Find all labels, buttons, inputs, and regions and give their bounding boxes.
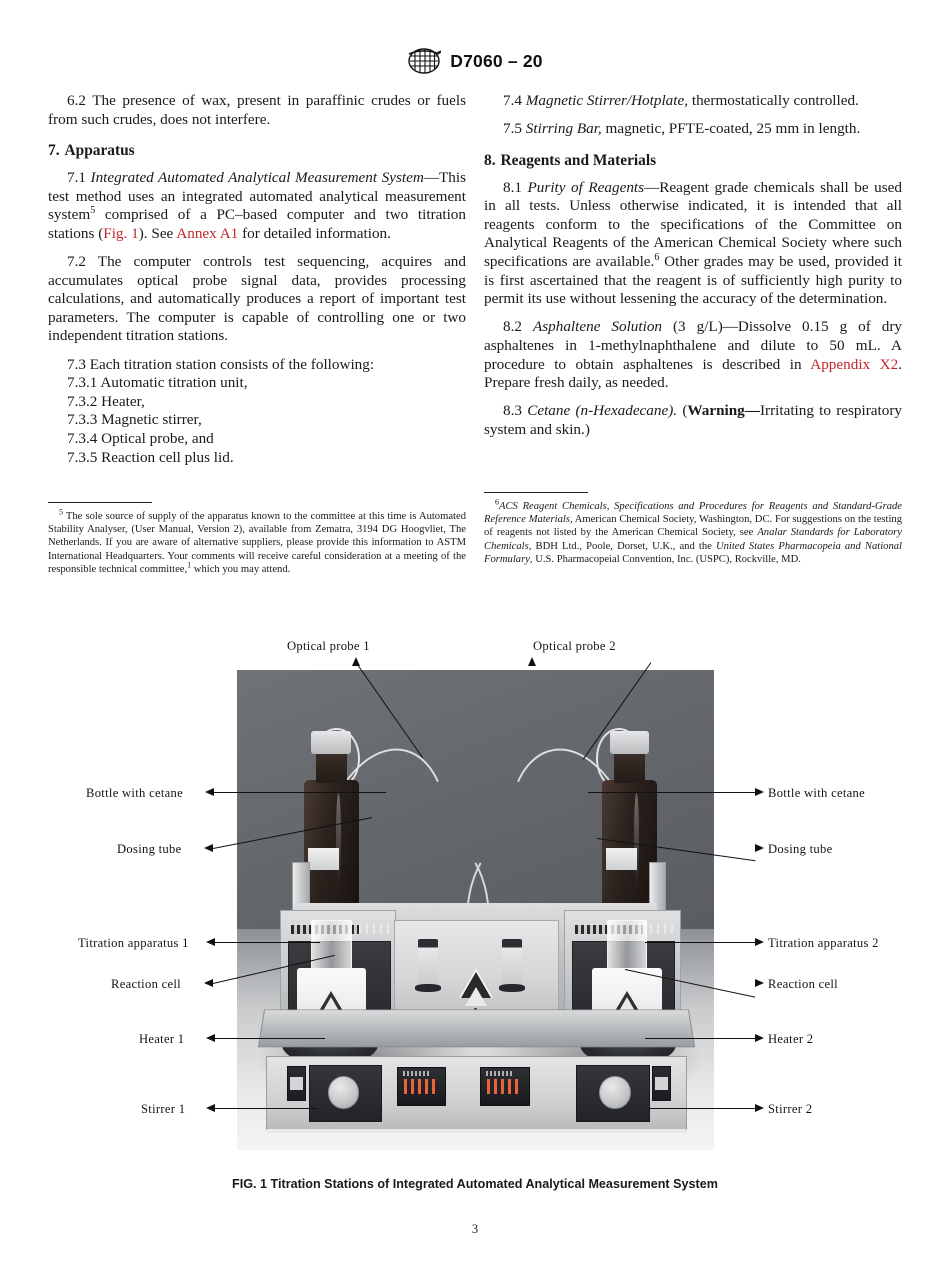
arrow-titration-apparatus-1	[206, 938, 215, 946]
bottle-label	[606, 848, 637, 870]
cross-reference-annex-a1[interactable]: Annex A1	[176, 224, 239, 242]
arrow-stirrer-2	[755, 1104, 764, 1112]
leader-line-bottle-2	[588, 792, 758, 793]
section-8-title: Reagents and Materials	[500, 151, 657, 169]
page-header	[0, 48, 950, 78]
stirrer-knob-right[interactable]	[599, 1076, 631, 1109]
paragraph-7-4	[484, 92, 902, 111]
figure-label-bottle-with-cetane-1: Bottle with cetane	[86, 786, 184, 800]
para-8-3-italic-lead: Cetane (n-Hexadecane).	[527, 402, 678, 420]
para-7-4-italic-lead: Magnetic Stirrer/Hotplate,	[525, 92, 689, 109]
footnote-block-left	[48, 502, 466, 576]
footnote-6	[484, 497, 902, 566]
figure-label-stirrer-1: Stirrer 1	[141, 1102, 186, 1116]
right-text-column	[484, 92, 902, 449]
warning-label: Warning—	[687, 402, 760, 420]
para-7-1-number: 7.1	[67, 169, 91, 187]
footnote-rule	[484, 492, 588, 493]
arrow-heater-1	[206, 1034, 215, 1042]
section-8-number: 8.	[484, 151, 496, 169]
paragraph-7-1	[48, 169, 466, 243]
para-8-2-number: 8.2	[503, 318, 533, 336]
arrow-heater-2	[755, 1034, 764, 1042]
para-7-1-text-d: for detailed information.	[238, 224, 391, 242]
arrow-dosing-tube-1	[204, 844, 213, 852]
figure-label-dosing-tube-1: Dosing tube	[117, 842, 182, 856]
leader-line-heater-1	[215, 1038, 325, 1039]
para-7-4-number: 7.4	[503, 92, 526, 109]
bottle-highlight	[634, 793, 639, 886]
apparatus-photograph	[237, 670, 714, 1150]
leader-line-heater-2	[645, 1038, 757, 1039]
display-brand-text	[486, 1071, 513, 1077]
arrow-titration-apparatus-2	[755, 938, 764, 946]
footnote-5-marker-2: 1	[187, 560, 192, 570]
footnote-5-marker: 5	[59, 507, 63, 517]
footnote-6-text-3: , U.S. Pharmacopeial Convention, Inc. (USPC), Rockville, MD.	[529, 553, 801, 565]
para-8-3-text-a: (	[677, 402, 688, 420]
footnote-5-text: The sole source of supply of the apparatus known to the committee at this time is Automated Stability Analyser, (User Manual, Version 2), available from Zematra, 3194 DG Hoogvliet, The Netherlands. If you are aware of alternative suppliers, please provide this information to ASTM International Headquarters. Your comments will receive careful consideration at a meeting of the responsible technical committee,	[48, 511, 466, 575]
footnote-6-marker: 6	[495, 497, 499, 507]
footnote-6-italic-3: United States Pharmacopeia and National Formulary	[484, 540, 902, 565]
para-7-5-text: magnetic, PFTE-coated, 25 mm in length.	[601, 120, 861, 138]
arrow-optical-probe-2	[528, 657, 536, 666]
footnote-marker-5: 5	[90, 205, 96, 217]
figure-caption: FIG. 1 Titration Stations of Integrated Automated Analytical Measurement System	[232, 1177, 718, 1191]
arrow-stirrer-1	[206, 1104, 215, 1112]
para-8-1-text-b: Other grades may be used, provided it is first ascertained that the reagent is of sufficiently high purity to permit its use without lessening the accuracy of the determination.	[484, 253, 902, 308]
sample-vial	[418, 939, 438, 987]
cross-reference-appendix-x2[interactable]: Appendix X2	[810, 355, 899, 373]
footnote-5-text-end: which you may attend.	[191, 563, 291, 575]
section-7-number: 7.	[48, 142, 60, 160]
bottle-cap	[311, 731, 350, 754]
document-designation: D7060 – 20	[450, 50, 543, 71]
bottle-neck	[316, 752, 347, 783]
figure-label-optical-probe-1: Optical probe 1	[287, 639, 370, 653]
arrow-reaction-cell-1	[204, 979, 213, 987]
arrow-bottle-1	[205, 788, 214, 796]
footnote-rule	[48, 502, 152, 503]
para-7-4-text: thermostatically controlled.	[688, 92, 859, 109]
para-8-3-number: 8.3	[503, 402, 528, 420]
para-8-3-text-b: Irritating to respiratory system and skin.)	[484, 402, 903, 438]
page-number: 3	[471, 1222, 479, 1236]
temperature-display-left	[397, 1067, 447, 1105]
astm-logo-icon	[407, 48, 441, 74]
arrow-dosing-tube-2	[755, 844, 764, 852]
stirrer-knob-left[interactable]	[328, 1076, 360, 1109]
temperature-display-right	[480, 1067, 530, 1105]
leader-line-stirrer-1	[215, 1108, 318, 1109]
para-8-2-text-a: (3 g/L)—Dissolve 0.15 g of dry asphaltenes in 1-methylnaphthalene and dilute to 50 mL. A procedure to obtain asphaltenes is described in	[484, 318, 902, 373]
display-digits	[404, 1079, 437, 1094]
para-8-2-italic-lead: Asphaltene Solution	[532, 318, 663, 336]
status-dot-row	[359, 924, 391, 934]
warning-triangle-core	[465, 987, 487, 1006]
bottle-cap	[610, 731, 649, 754]
list-item: 7.3.3 Magnetic stirrer,	[67, 411, 202, 429]
figure-label-optical-probe-2: Optical probe 2	[533, 639, 616, 653]
bottle-highlight	[336, 793, 341, 886]
bottle-label	[308, 848, 339, 870]
para-8-1-italic-lead: Purity of Reagents	[527, 178, 645, 196]
leader-line-bottle-1	[214, 792, 386, 793]
figure-label-stirrer-2: Stirrer 2	[768, 1102, 813, 1116]
list-item: 7.3.1 Automatic titration unit,	[67, 374, 248, 392]
arrow-reaction-cell-2	[755, 979, 764, 987]
arrow-optical-probe-1	[352, 657, 360, 666]
para-8-1-text-a: —Reagent grade chemicals shall be used in all tests. Unless otherwise indicated, it is intended that all reagents conform to the specifications of the Committee on Analytical Reagents of the American Chemical Society where such specifications are available.	[484, 178, 903, 271]
section-heading-8	[484, 152, 902, 170]
figure-label-heater-2: Heater 2	[768, 1032, 814, 1046]
footnote-6-italic-1: ACS Reagent Chemicals, Specifications and Procedures for Reagents and Standard-Grade Reference Materials	[484, 501, 902, 526]
instrument-base-plate	[258, 1010, 696, 1048]
list-item: 7.3.2 Heater,	[67, 392, 145, 410]
bottle-neck	[614, 752, 645, 783]
vial-foot	[415, 984, 441, 992]
cross-reference-fig-1[interactable]: Fig. 1	[103, 224, 139, 242]
paragraph-6-2: 6.2 The presence of wax, present in paraffinic crudes or fuels from such crudes, does not interfere.	[48, 92, 466, 128]
section-7-title: Apparatus	[64, 142, 135, 160]
footnote-6-text-1: , American Chemical Society, Washington, DC. For suggestions on the testing of reagents not listed by the American Chemical Society, see	[484, 514, 902, 539]
figure-label-heater-1: Heater 1	[139, 1032, 185, 1046]
para-7-5-number: 7.5	[503, 120, 526, 138]
paragraph-8-1	[484, 179, 902, 309]
sample-vial	[502, 939, 522, 987]
footnote-marker-6: 6	[654, 252, 660, 263]
para-7-1-text-a: —This test method uses an integrated automated analytical measurement system	[48, 169, 467, 224]
left-text-column	[48, 92, 466, 467]
display-brand-text	[403, 1071, 430, 1077]
para-7-5-italic-lead: Stirring Bar,	[525, 120, 602, 138]
paragraph-7-2: 7.2 The computer controls test sequencing, acquires and accumulates optical probe signal data, provides processing calculations, and automatically produces a report of important test parameters. The computer is capable of controlling one or two independent titration stations.	[48, 253, 466, 345]
para-8-1-number: 8.1	[503, 178, 528, 196]
paragraph-8-2	[484, 318, 902, 392]
figure-label-reaction-cell-2: Reaction cell	[768, 977, 838, 991]
para-8-2-text-b: . Prepare fresh daily, as needed.	[484, 355, 902, 392]
footnote-block-right	[484, 492, 902, 566]
leader-line-titration-apparatus-2	[645, 942, 757, 943]
para-7-1-text-b: comprised of a PC–based computer and two titration stations (	[48, 206, 466, 242]
figure-label-bottle-with-cetane-2: Bottle with cetane	[768, 786, 866, 800]
footnote-5	[48, 507, 466, 576]
paragraph-7-3: 7.3 Each titration station consists of the following:	[67, 355, 375, 373]
section-heading-7	[48, 142, 466, 160]
arrow-bottle-2	[755, 788, 764, 796]
footnote-6-italic-2: Analar Standards for Laboratory Chemicals	[484, 527, 902, 552]
vial-foot	[499, 984, 525, 992]
display-digits	[487, 1079, 520, 1094]
power-switch-left[interactable]	[287, 1066, 306, 1101]
leader-line-titration-apparatus-1	[215, 942, 320, 943]
para-7-1-italic-lead: Integrated Automated Analytical Measurement System	[90, 169, 424, 187]
footnote-6-text-2: , BDH Ltd., Poole, Dorset, U.K., and the	[528, 540, 716, 552]
figure-label-titration-apparatus-1: Titration apparatus 1	[78, 936, 189, 950]
list-item: 7.3.4 Optical probe, and	[67, 429, 214, 447]
figure-label-reaction-cell-1: Reaction cell	[111, 977, 181, 991]
subsection-list-7-3	[48, 374, 466, 467]
paragraph-8-3	[484, 402, 902, 439]
paragraph-7-5	[484, 120, 902, 139]
figure-1	[0, 624, 950, 1204]
power-switch-right[interactable]	[652, 1066, 671, 1101]
list-item: 7.3.5 Reaction cell plus lid.	[67, 448, 234, 466]
para-7-1-text-c: ). See	[138, 224, 177, 242]
figure-label-dosing-tube-2: Dosing tube	[768, 842, 833, 856]
reagent-bottle-left	[304, 780, 359, 910]
leader-line-stirrer-2	[650, 1108, 757, 1109]
figure-label-titration-apparatus-2: Titration apparatus 2	[768, 936, 879, 950]
status-dot-row	[643, 924, 675, 934]
